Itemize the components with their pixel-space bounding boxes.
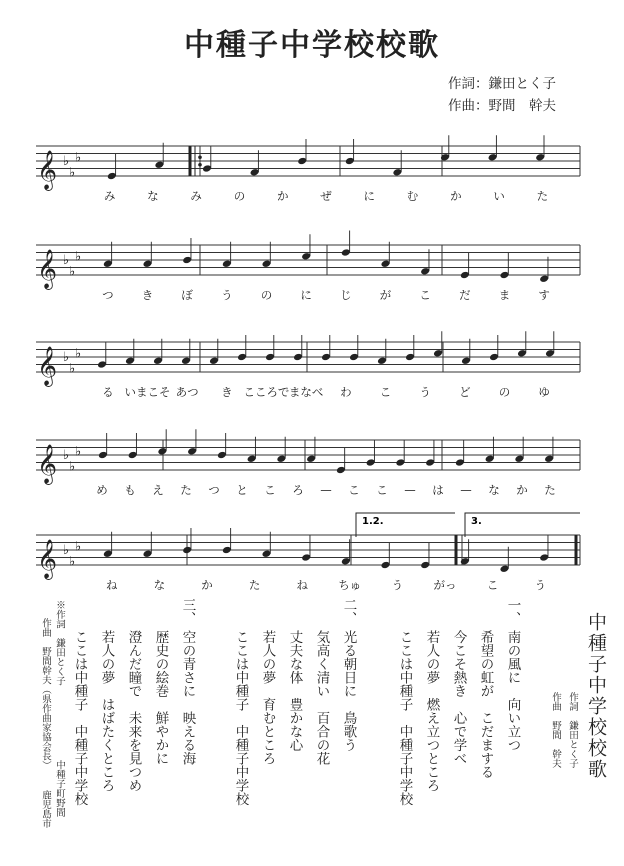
lyric-syllable: の <box>260 288 273 302</box>
flat-sign: ♭ <box>63 543 70 558</box>
lyric-syllable: わ <box>340 385 352 399</box>
treble-clef: 𝄞 <box>37 150 58 190</box>
lyric-syllable: の <box>233 189 246 203</box>
ending-label-2: 3. <box>471 516 482 527</box>
flat-sign: ♭ <box>75 539 82 555</box>
lyric-syllable: だ <box>459 288 471 302</box>
verse-1-number: 一、 <box>504 598 521 625</box>
lyric-syllable: う <box>221 288 233 302</box>
ending-label-1: 1.2. <box>362 516 384 527</box>
lyric-syllable: は <box>432 483 444 497</box>
lyric-syllable: こ <box>419 288 431 302</box>
lyric-syllable: がっ <box>433 578 457 592</box>
lyric-syllable: た <box>180 483 192 497</box>
note-composer: 作曲 野間幹夫（県作曲家協会長） <box>40 618 51 770</box>
lyric-syllable: ろ <box>292 483 304 497</box>
lyric-syllable: ぜ <box>320 189 332 203</box>
lyric-syllable: の <box>498 385 511 399</box>
lyricist-credit: 作詞：鎌田とく子 <box>448 76 556 92</box>
flat-sign: ♭ <box>63 350 70 365</box>
flat-sign: ♭ <box>69 361 76 377</box>
flat-sign: ♭ <box>75 444 82 460</box>
flat-sign: ♭ <box>75 249 82 265</box>
lyric-syllable: — <box>460 483 472 497</box>
lyric-syllable: え <box>152 483 164 497</box>
flat-sign: ♭ <box>63 253 70 268</box>
lyric-syllable: す <box>538 288 550 302</box>
treble-clef: 𝄞 <box>37 444 58 484</box>
verse-1-line-3: 今こそ熱き 心で学べ <box>450 630 467 765</box>
lyric-syllable: な <box>147 189 159 203</box>
treble-clef: 𝄞 <box>37 346 58 386</box>
lyric-syllable: も <box>124 483 136 497</box>
lyric-syllable: ね <box>296 578 308 592</box>
lyric-syllable: た <box>536 189 549 203</box>
lyric-syllable: き <box>141 288 154 302</box>
lyric-syllable: う <box>534 578 546 592</box>
verse-3-line-2: 歴史の絵巻 鮮やかに <box>152 630 169 765</box>
lyric-syllable: む <box>406 189 419 203</box>
repeat-dot <box>198 163 202 167</box>
lyric-syllable: め <box>96 483 108 497</box>
lyric-syllable: な <box>153 578 166 592</box>
note-place-1: 中種子町野間 <box>54 760 65 817</box>
lyric-syllable: か <box>450 189 462 203</box>
lyric-syllable: に <box>363 189 376 203</box>
lyric-syllable: ゆ <box>538 385 550 399</box>
lyric-syllable: こ <box>264 483 276 497</box>
lyric-syllable: る <box>102 385 114 399</box>
lyric-syllable: あつ <box>175 385 199 399</box>
verses-title: 中種子中学校校歌 <box>585 612 607 780</box>
lyric-syllable: か <box>201 578 213 592</box>
flat-sign: ♭ <box>63 448 70 463</box>
verse-1-line-2: 希望の虹が こだまする <box>477 630 494 779</box>
repeat-dot <box>198 155 202 159</box>
lyric-syllable: か <box>516 483 528 497</box>
lyric-syllable: こ <box>486 578 499 592</box>
treble-clef: 𝄞 <box>37 249 58 289</box>
verse-2-line-2: 気高く清い 百合の花 <box>313 630 330 765</box>
lyric-syllable: な <box>488 483 500 497</box>
lyric-syllable: う <box>391 578 404 592</box>
lyric-syllable: た <box>248 578 261 592</box>
verse-1-line-4: 若人の夢 燃え立つところ <box>423 630 440 792</box>
flat-sign: ♭ <box>69 264 76 280</box>
lyric-syllable: こ <box>376 483 388 497</box>
verse-1-line-5: ここは中種子 中種子中学校 <box>396 630 413 806</box>
lyric-syllable: こころで <box>243 385 290 399</box>
lyric-syllable: じ <box>340 288 352 302</box>
lyric-syllable: ま <box>498 288 511 302</box>
treble-clef: 𝄞 <box>37 539 58 579</box>
flat-sign: ♭ <box>75 346 82 362</box>
verse-3-number: 三、 <box>179 598 196 625</box>
lyric-syllable: に <box>300 288 312 302</box>
composer-credit: 作曲：野間 幹夫 <box>448 98 556 114</box>
verse-2-line-4: 若人の夢 育むところ <box>259 630 276 765</box>
lyric-syllable: つ <box>102 288 114 302</box>
ending-bracket-2 <box>465 513 580 537</box>
verse-2-line-3: 丈夫な体 豊かな心 <box>286 630 303 752</box>
verse-2-number: 二、 <box>340 598 357 625</box>
flat-sign: ♭ <box>69 459 76 475</box>
verses-lyricist: 作詞 鎌田とく子 <box>567 692 578 768</box>
lyric-syllable: み <box>103 189 116 203</box>
lyric-syllable: いまこそ <box>124 385 171 399</box>
flat-sign: ♭ <box>69 554 76 570</box>
note-lyricist: ※作詞 鎌田とく子 <box>54 600 65 686</box>
flat-sign: ♭ <box>69 165 76 181</box>
lyric-syllable: と <box>236 483 248 497</box>
lyric-syllable: か <box>276 189 289 203</box>
lyric-syllable: ちゅ <box>338 578 362 592</box>
verse-2-line-5: ここは中種子 中種子中学校 <box>232 630 249 806</box>
lyric-syllable: き <box>221 385 233 399</box>
lyric-syllable: — <box>320 483 332 497</box>
verse-3-line-1: 空の青さに 映える海 <box>179 630 196 765</box>
lyric-syllable: ぼ <box>181 288 193 302</box>
flat-sign: ♭ <box>75 150 82 166</box>
lyric-syllable: — <box>404 483 416 497</box>
lyric-syllable: つ <box>208 483 220 497</box>
verse-3-line-5: ここは中種子 中種子中学校 <box>71 630 88 806</box>
lyric-syllable: う <box>419 385 431 399</box>
lyric-syllable: い <box>493 189 505 203</box>
lyric-syllable: み <box>190 189 202 203</box>
lyric-syllable: ね <box>106 578 118 592</box>
verses-composer: 作曲 野間 幹夫 <box>550 692 561 768</box>
page-title: 中種子中学校校歌 <box>184 28 440 63</box>
lyric-syllable: が <box>379 288 392 302</box>
flat-sign: ♭ <box>63 154 70 169</box>
lyric-syllable: た <box>544 483 556 497</box>
verse-3-line-3: 澄んだ瞳で 未来を見つめ <box>125 630 142 792</box>
lyric-syllable: こ <box>348 483 360 497</box>
note-place-2: 鹿児島市 <box>40 790 51 828</box>
verse-2-line-1: 光る朝日に 鳥歌う <box>340 630 357 752</box>
lyric-syllable: ど <box>459 385 471 399</box>
verse-1-line-1: 南の風に 向い立つ <box>504 630 521 752</box>
lyric-syllable: こ <box>379 385 392 399</box>
lyric-syllable: まなべ <box>288 385 324 399</box>
verse-3-line-4: 若人の夢 はばたくところ <box>98 630 115 792</box>
